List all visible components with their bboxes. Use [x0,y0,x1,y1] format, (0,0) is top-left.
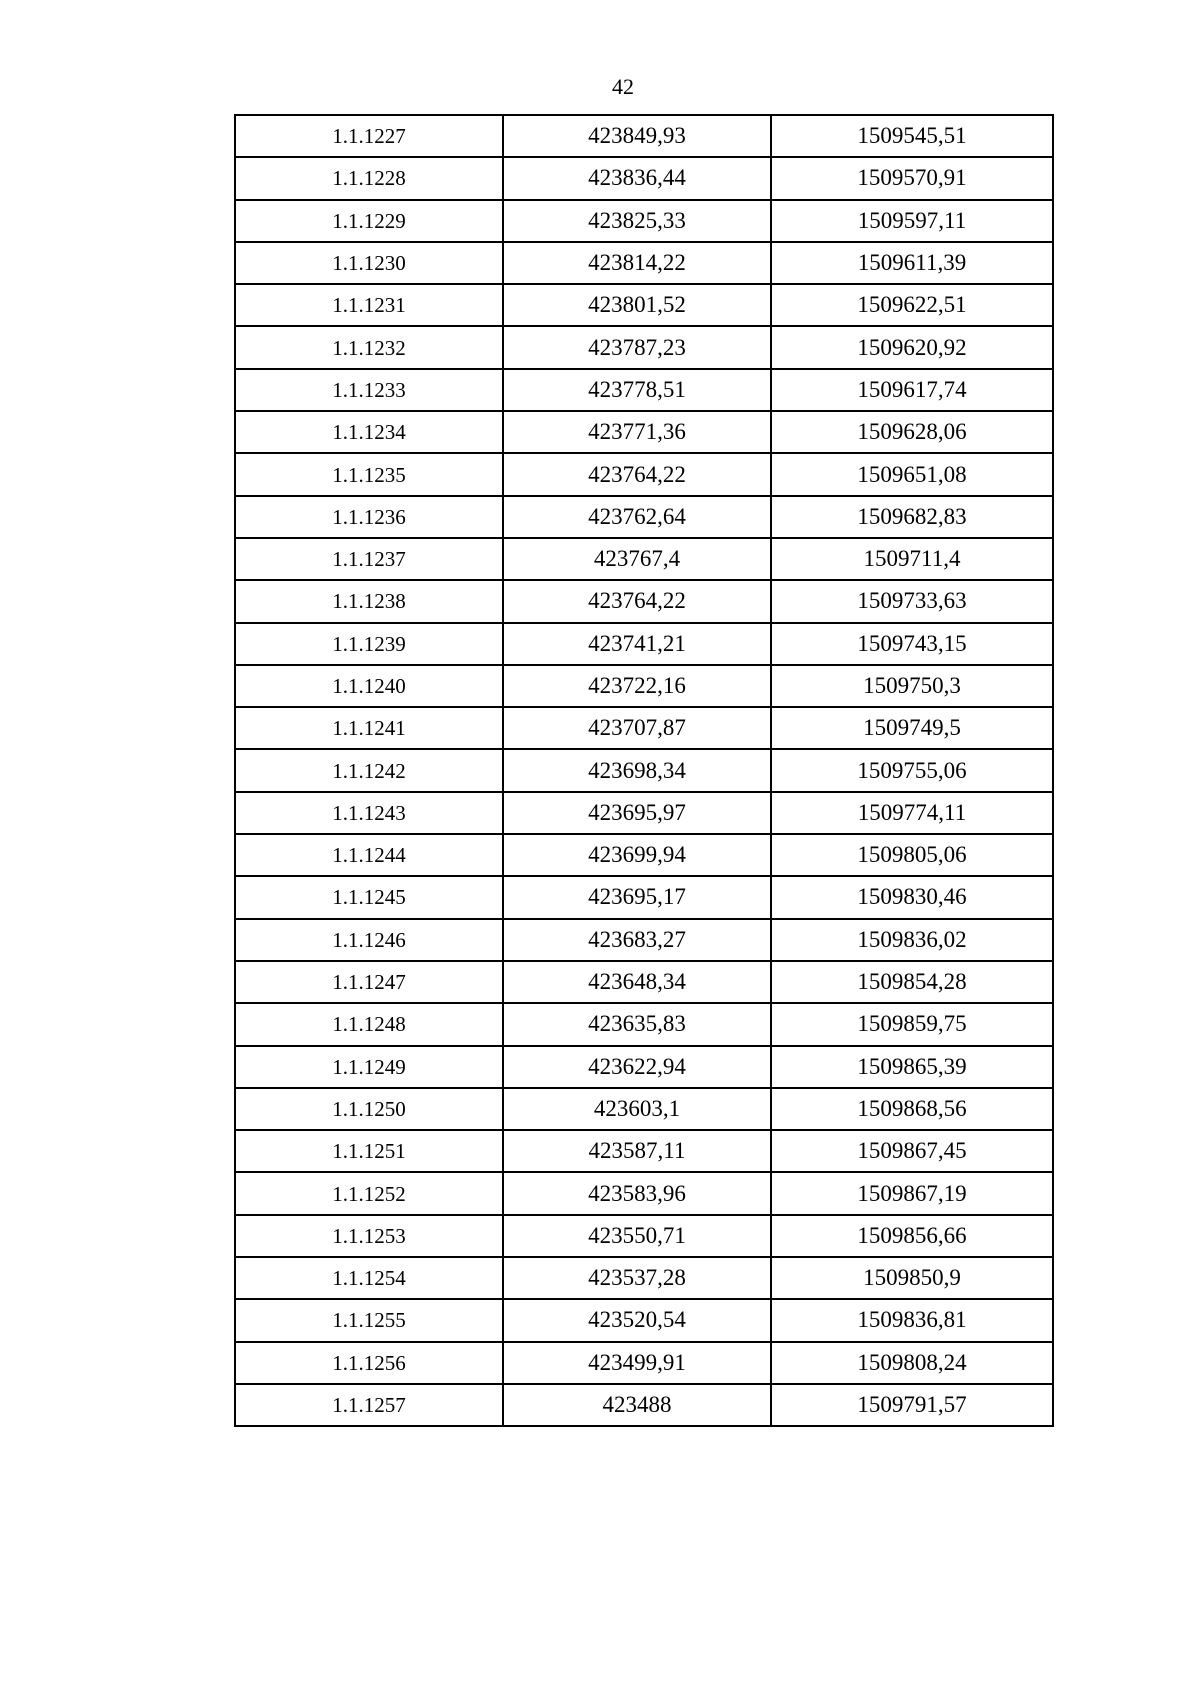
table-row [235,200,1053,242]
point-id-cell: 1.1.1236 [235,496,503,538]
y-coordinate-cell: 1509617,74 [771,369,1053,411]
table-row [235,749,1053,791]
x-coordinate-cell: 423771,36 [503,411,771,453]
x-coordinate-cell: 423520,54 [503,1299,771,1341]
x-coordinate-cell: 423722,16 [503,665,771,707]
table-row [235,369,1053,411]
table-row [235,1215,1053,1257]
x-coordinate-cell: 423648,34 [503,961,771,1003]
y-coordinate-cell: 1509859,75 [771,1003,1053,1045]
y-coordinate-cell: 1509867,19 [771,1172,1053,1214]
y-coordinate-cell: 1509805,06 [771,834,1053,876]
x-coordinate-cell: 423825,33 [503,200,771,242]
point-id-cell: 1.1.1230 [235,242,503,284]
table-row [235,453,1053,495]
table-row [235,623,1053,665]
point-id-cell: 1.1.1253 [235,1215,503,1257]
table-row [235,496,1053,538]
table-row [235,876,1053,918]
y-coordinate-cell: 1509749,5 [771,707,1053,749]
y-coordinate-cell: 1509856,66 [771,1215,1053,1257]
point-id-cell: 1.1.1237 [235,538,503,580]
y-coordinate-cell: 1509808,24 [771,1342,1053,1384]
point-id-cell: 1.1.1245 [235,876,503,918]
point-id-cell: 1.1.1228 [235,157,503,199]
coordinates-table-body [235,115,1053,1426]
x-coordinate-cell: 423741,21 [503,623,771,665]
y-coordinate-cell: 1509743,15 [771,623,1053,665]
table-row [235,115,1053,157]
table-row [235,411,1053,453]
table-row [235,919,1053,961]
y-coordinate-cell: 1509597,11 [771,200,1053,242]
x-coordinate-cell: 423699,94 [503,834,771,876]
point-id-cell: 1.1.1227 [235,115,503,157]
y-coordinate-cell: 1509867,45 [771,1130,1053,1172]
x-coordinate-cell: 423787,23 [503,326,771,368]
point-id-cell: 1.1.1229 [235,200,503,242]
x-coordinate-cell: 423537,28 [503,1257,771,1299]
point-id-cell: 1.1.1247 [235,961,503,1003]
x-coordinate-cell: 423683,27 [503,919,771,961]
y-coordinate-cell: 1509750,3 [771,665,1053,707]
x-coordinate-cell: 423778,51 [503,369,771,411]
y-coordinate-cell: 1509711,4 [771,538,1053,580]
table-row [235,1046,1053,1088]
table-row [235,961,1053,1003]
point-id-cell: 1.1.1231 [235,284,503,326]
point-id-cell: 1.1.1248 [235,1003,503,1045]
table-row [235,1003,1053,1045]
table-row [235,1172,1053,1214]
x-coordinate-cell: 423767,4 [503,538,771,580]
point-id-cell: 1.1.1234 [235,411,503,453]
point-id-cell: 1.1.1249 [235,1046,503,1088]
coordinates-table [234,114,1054,1427]
x-coordinate-cell: 423698,34 [503,749,771,791]
y-coordinate-cell: 1509850,9 [771,1257,1053,1299]
x-coordinate-cell: 423764,22 [503,453,771,495]
x-coordinate-cell: 423695,17 [503,876,771,918]
point-id-cell: 1.1.1256 [235,1342,503,1384]
table-row [235,834,1053,876]
y-coordinate-cell: 1509545,51 [771,115,1053,157]
point-id-cell: 1.1.1240 [235,665,503,707]
point-id-cell: 1.1.1250 [235,1088,503,1130]
table-row [235,538,1053,580]
x-coordinate-cell: 423801,52 [503,284,771,326]
y-coordinate-cell: 1509791,57 [771,1384,1053,1426]
x-coordinate-cell: 423707,87 [503,707,771,749]
point-id-cell: 1.1.1254 [235,1257,503,1299]
point-id-cell: 1.1.1241 [235,707,503,749]
x-coordinate-cell: 423762,64 [503,496,771,538]
x-coordinate-cell: 423695,97 [503,792,771,834]
table-row [235,326,1053,368]
point-id-cell: 1.1.1246 [235,919,503,961]
y-coordinate-cell: 1509682,83 [771,496,1053,538]
point-id-cell: 1.1.1239 [235,623,503,665]
table-row [235,1299,1053,1341]
table-row [235,157,1053,199]
point-id-cell: 1.1.1251 [235,1130,503,1172]
y-coordinate-cell: 1509622,51 [771,284,1053,326]
point-id-cell: 1.1.1257 [235,1384,503,1426]
y-coordinate-cell: 1509836,81 [771,1299,1053,1341]
x-coordinate-cell: 423499,91 [503,1342,771,1384]
point-id-cell: 1.1.1243 [235,792,503,834]
point-id-cell: 1.1.1244 [235,834,503,876]
x-coordinate-cell: 423836,44 [503,157,771,199]
x-coordinate-cell: 423622,94 [503,1046,771,1088]
table-row [235,1088,1053,1130]
table-row [235,580,1053,622]
x-coordinate-cell: 423603,1 [503,1088,771,1130]
y-coordinate-cell: 1509854,28 [771,961,1053,1003]
y-coordinate-cell: 1509755,06 [771,749,1053,791]
table-row [235,1257,1053,1299]
y-coordinate-cell: 1509865,39 [771,1046,1053,1088]
y-coordinate-cell: 1509836,02 [771,919,1053,961]
y-coordinate-cell: 1509651,08 [771,453,1053,495]
point-id-cell: 1.1.1242 [235,749,503,791]
table-row [235,1130,1053,1172]
y-coordinate-cell: 1509620,92 [771,326,1053,368]
point-id-cell: 1.1.1232 [235,326,503,368]
table-row [235,1342,1053,1384]
table-row [235,707,1053,749]
point-id-cell: 1.1.1235 [235,453,503,495]
y-coordinate-cell: 1509868,56 [771,1088,1053,1130]
y-coordinate-cell: 1509733,63 [771,580,1053,622]
y-coordinate-cell: 1509611,39 [771,242,1053,284]
page-number: 42 [612,74,634,99]
point-id-cell: 1.1.1252 [235,1172,503,1214]
x-coordinate-cell: 423764,22 [503,580,771,622]
table-row [235,1384,1053,1426]
point-id-cell: 1.1.1255 [235,1299,503,1341]
y-coordinate-cell: 1509774,11 [771,792,1053,834]
table-row [235,284,1053,326]
x-coordinate-cell: 423849,93 [503,115,771,157]
table-row [235,792,1053,834]
y-coordinate-cell: 1509570,91 [771,157,1053,199]
table-row [235,242,1053,284]
y-coordinate-cell: 1509830,46 [771,876,1053,918]
x-coordinate-cell: 423583,96 [503,1172,771,1214]
x-coordinate-cell: 423814,22 [503,242,771,284]
x-coordinate-cell: 423587,11 [503,1130,771,1172]
x-coordinate-cell: 423550,71 [503,1215,771,1257]
point-id-cell: 1.1.1238 [235,580,503,622]
y-coordinate-cell: 1509628,06 [771,411,1053,453]
x-coordinate-cell: 423488 [503,1384,771,1426]
x-coordinate-cell: 423635,83 [503,1003,771,1045]
table-row [235,665,1053,707]
point-id-cell: 1.1.1233 [235,369,503,411]
